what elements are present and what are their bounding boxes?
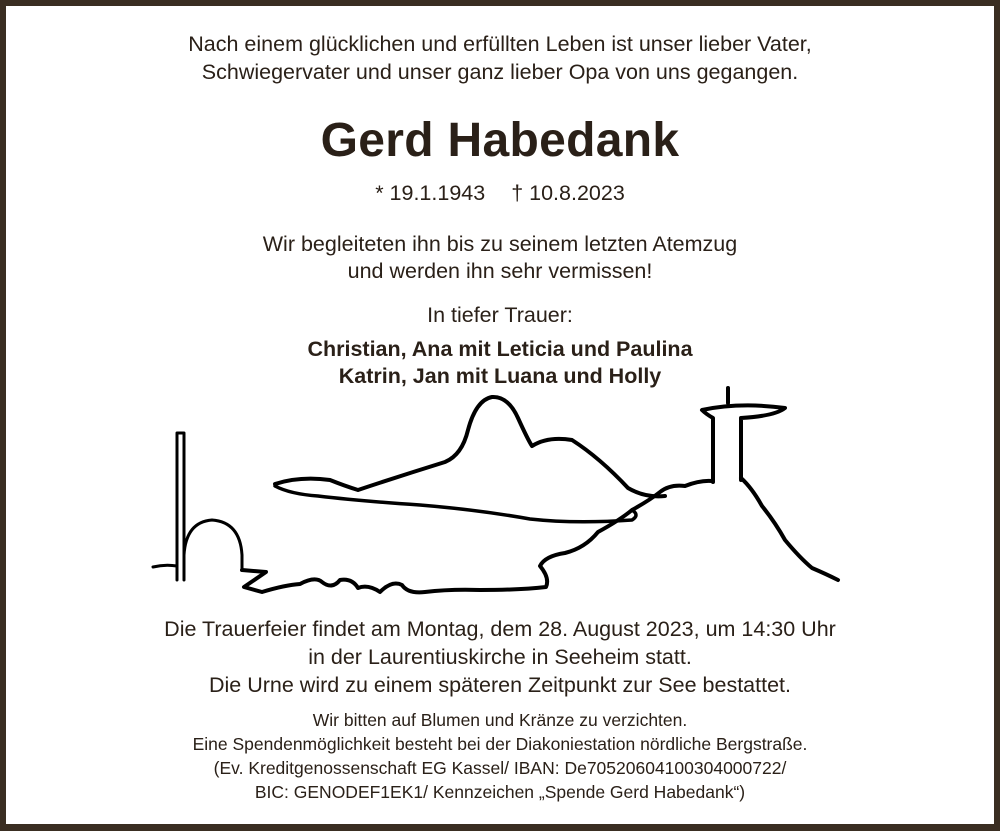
farewell-line-1: Wir begleiteten ihn bis zu seinem letzten Atemzug xyxy=(262,232,738,256)
dome xyxy=(184,520,242,568)
christ-redeemer-statue xyxy=(702,388,785,482)
donation-line-2: Eine Spendenmöglichkeit besteht bei der Diakoniestation nördliche Bergstraße. xyxy=(192,734,808,754)
service-line-3: Die Urne wird zu einem späteren Zeitpunkt zur See bestattet. xyxy=(209,673,791,697)
service-line-1: Die Trauerfeier findet am Montag, dem 28. August 2023, um 14:30 Uhr xyxy=(164,617,836,641)
family-line-2: Katrin, Jan mit Luana und Holly xyxy=(338,364,662,388)
family-line-1: Christian, Ana mit Leticia und Paulina xyxy=(307,337,693,361)
donation-line-1: Wir bitten auf Blumen und Kränze zu verzichten. xyxy=(312,710,688,730)
donation-line-3: (Ev. Kreditgenossenschaft EG Kassel/ IBAN: De70520604100304000722/ xyxy=(213,758,787,778)
birth-date: * 19.1.1943 xyxy=(375,181,486,205)
coastline xyxy=(242,481,712,593)
sugarloaf-base xyxy=(275,486,636,522)
death-date: † 10.8.2023 xyxy=(511,181,625,205)
mourning-label: In tiefer Trauer: xyxy=(427,303,573,327)
obelisk xyxy=(153,433,184,580)
service-line-2: in der Laurentiuskirche in Seeheim statt. xyxy=(308,645,692,669)
farewell-line-2: und werden ihn sehr vermissen! xyxy=(347,259,653,283)
corcovado xyxy=(741,478,838,580)
deceased-name: Gerd Habedank xyxy=(320,114,680,167)
donation-line-4: BIC: GENODEF1EK1/ Kennzeichen „Spende Gerd Habedank“) xyxy=(254,782,746,802)
sugarloaf xyxy=(275,397,665,496)
intro-line-1: Nach einem glücklichen und erfüllten Leben ist unser lieber Vater, xyxy=(188,32,812,56)
intro-line-2: Schwiegervater und unser ganz lieber Opa von uns gegangen. xyxy=(201,60,799,84)
